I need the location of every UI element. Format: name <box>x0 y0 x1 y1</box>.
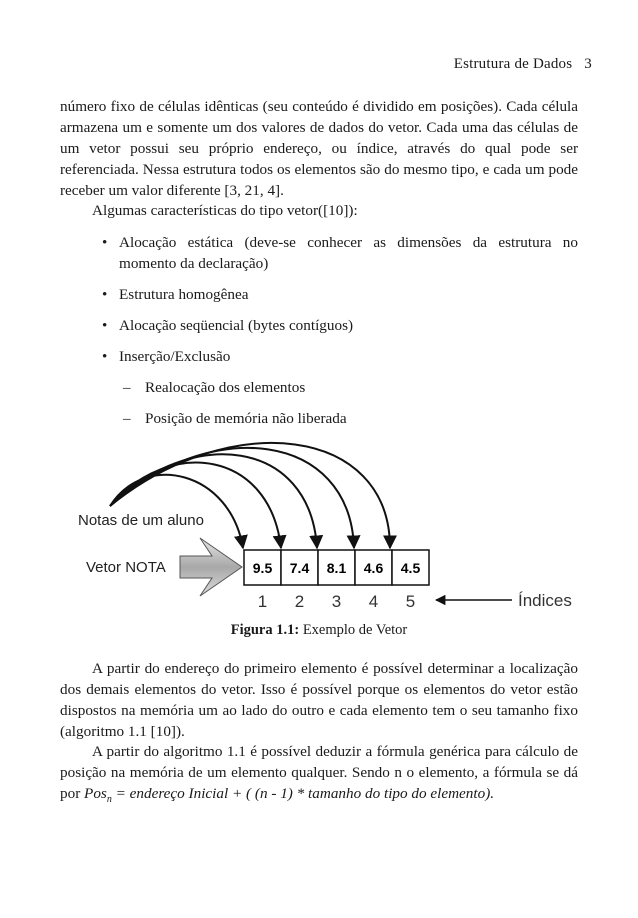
caption-text: Exemplo de Vetor <box>302 622 408 638</box>
list-item: • Alocação seqüencial (bytes contíguos) <box>102 317 354 334</box>
list-item: • Estrutura homogênea <box>102 286 249 303</box>
page-number: 3 <box>584 56 592 72</box>
curve-arrow-5 <box>110 443 390 548</box>
characteristics-list <box>60 232 578 439</box>
dash-marker: – <box>123 410 131 427</box>
cell-value: 4.5 <box>400 560 421 576</box>
list-item: • Alocação estática (deve-se conhecer as dimensões da estrutura no momento da declaração) <box>102 234 578 272</box>
page-header <box>454 56 592 73</box>
big-arrow-icon <box>180 538 242 596</box>
paragraph-characteristics-intro: Algumas características do tipo vetor([10]): <box>92 202 358 219</box>
index-label: 3 <box>331 592 342 611</box>
index-label: 4 <box>368 592 379 611</box>
running-title: Estrutura de Dados <box>453 56 573 72</box>
curve-arrow-4 <box>110 448 354 548</box>
vector-cells <box>244 550 429 585</box>
bullet-marker: • <box>102 286 108 303</box>
sub-list-item: – Realocação dos elementos <box>123 379 306 396</box>
figure-caption <box>0 622 638 639</box>
cell-value: 8.1 <box>326 560 347 576</box>
sub-list-item: – Posição de memória não liberada <box>123 410 347 427</box>
sub-list <box>119 377 578 429</box>
vector-diagram <box>60 426 590 616</box>
paragraph-formula: A partir do algoritmo 1.1 é possível deduzir a fórmula genérica para cálculo de posição na memória de um elemento qualquer. Sendo n o elemento, a fórmula se dá por Pos$_n$ = endereço Inicial + ( (n - 1) * tamanho do tipo do elemento). <box>60 743 578 806</box>
bullet-marker: • <box>102 234 108 251</box>
notes-label: Notas de um aluno <box>78 512 204 529</box>
bullet-marker: • <box>102 348 108 365</box>
cell-value: 9.5 <box>252 560 273 576</box>
index-label: 2 <box>294 592 305 611</box>
curve-arrow-3 <box>110 454 317 548</box>
caption-label: Figura 1.1: <box>230 622 300 638</box>
vector-figure <box>60 426 590 616</box>
index-label: 1 <box>257 592 268 611</box>
dash-marker: – <box>123 379 131 396</box>
paragraph-address-calculation: A partir do endereço do primeiro elemento é possível determinar a localização dos demais elementos do vetor. Isso é possível porque os elementos do vetor estão dispostos na memória um ao lado do outro e cada elemento tem o seu tamanho fixo (algoritmo 1.1 [10]). <box>60 660 578 740</box>
vector-label: Vetor NOTA <box>86 559 166 576</box>
paragraph-vector-definition: número fixo de células idênticas (seu conteúdo é dividido em posições). Cada célula armazena um e somente um dos valores de dados do vetor. Cada uma das células de um vetor possui seu próprio endereço, ou índice, através do qual pode ser referenciada. Nessa estrutura todos os elementos são do mesmo tipo, e cada um pode receber um valor diferente [3, 21, 4]. <box>60 98 578 199</box>
position-formula: Pos$_n$ = endereço Inicial + ( (n - 1) * tamanho do tipo do elemento). <box>84 785 495 806</box>
list-item: • Inserção/Exclusão – Realocação dos elementos – Posição de memória não liberada <box>60 346 578 429</box>
cell-value: 7.4 <box>289 560 310 576</box>
bullet-marker: • <box>102 317 108 334</box>
cell-value: 4.6 <box>363 560 384 576</box>
indices-label: Índices <box>518 591 572 610</box>
index-label: 5 <box>405 592 416 611</box>
curve-arrow-2 <box>110 463 281 548</box>
